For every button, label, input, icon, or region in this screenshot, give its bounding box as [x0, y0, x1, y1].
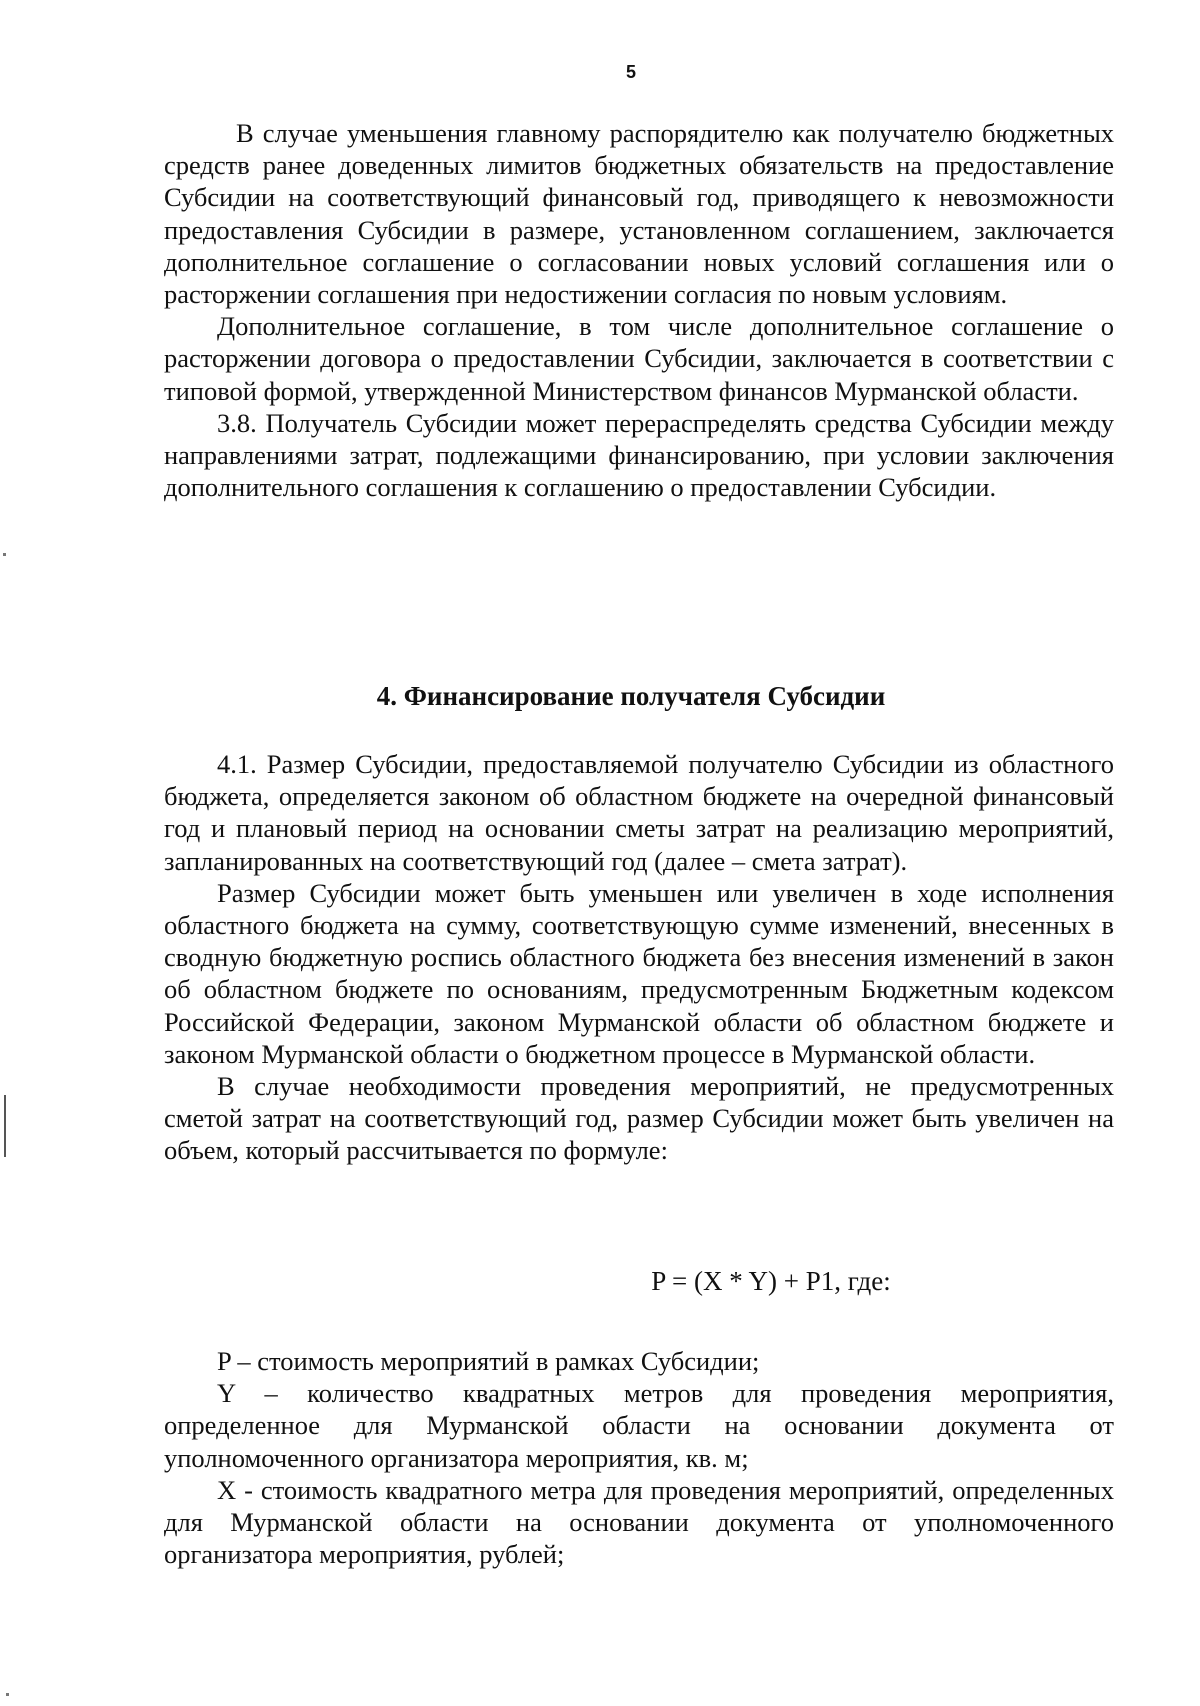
paragraphs-section-4 — [164, 748, 1114, 1167]
scan-speck — [6, 1693, 9, 1696]
paragraph-formula-intro: В случае необходимости проведения мероприятий, не предусмотренных сметой затрат на соответствующий год, размер Субсидии может быть увеличен на объем, который рассчитывается по формуле: — [164, 1071, 1114, 1166]
paragraph-3-8-redistribution: 3.8. Получатель Субсидии может перераспределять средства Субсидии между направлениями затрат, подлежащими финансированию, при условии заключения дополнительного соглашения к соглашению о предоставлении Субсидии. — [164, 407, 1114, 503]
paragraphs-section-3 — [164, 117, 1114, 503]
definition-x: X - стоимость квадратного метра для проведения мероприятий, определенных для Мурманской области на основании документа от уполномоченного организатора мероприятия, рублей; — [164, 1474, 1114, 1570]
paragraph-subsidy-change: Размер Субсидии может быть уменьшен или увеличен в ходе исполнения областного бюджета на сумму, соответствующую сумме изменений, внесенных в сводную бюджетную роспись областного бюджета без внесения изменений в закон об областном бюджете по основаниям, предусмотренным Бюджетным кодексом Российской Федерации, законом Мурманской области об областном бюджете и законом Мурманской области о бюджетном процессе в Мурманской области. — [164, 877, 1114, 1069]
scan-speck — [3, 553, 6, 556]
paragraph-additional-agreement: Дополнительное соглашение, в том числе дополнительное соглашение о расторжении договора о предоставлении Субсидии, заключается в соответствии с типовой формой, утвержденной Министерством финансов Мурманской области. — [164, 311, 1114, 406]
paragraph-4-1-subsidy-size: 4.1. Размер Субсидии, предоставляемой получателю Субсидии из областного бюджета, определяется законом об областном бюджете на очередной финансовый год и плановый период на основании сметы затрат на реализацию мероприятий, запланированных на соответствующий год (далее – смета затрат). — [164, 749, 1114, 876]
definition-y: Y – количество квадратных метров для проведения мероприятия, определенное для Мурманской области на основании документа от уполномоченного организатора мероприятия, кв. м; — [164, 1378, 1114, 1473]
paragraph-budget-reduction: В случае уменьшения главному распорядителю как получателю бюджетных средств ранее доведенных лимитов бюджетных обязательств на предоставление Субсидии на соответствующий финансовый год, приводящего к невозможности предоставления Субсидии в размере, установленном соглашением, заключается дополнительное соглашение о согласовании новых условий соглашения или о расторжении соглашения при недостижении согласия по новым условиям. — [164, 118, 1114, 310]
page-number: 5 — [625, 62, 636, 82]
scan-edge-mark — [4, 1095, 6, 1157]
formula-definitions — [164, 1345, 1114, 1570]
formula: P = (X * Y) + P1, где: — [651, 1266, 891, 1296]
section-heading: 4. Финансирование получателя Субсидии — [376, 681, 886, 711]
definition-p: P – стоимость мероприятий в рамках Субсидии; — [217, 1346, 760, 1376]
